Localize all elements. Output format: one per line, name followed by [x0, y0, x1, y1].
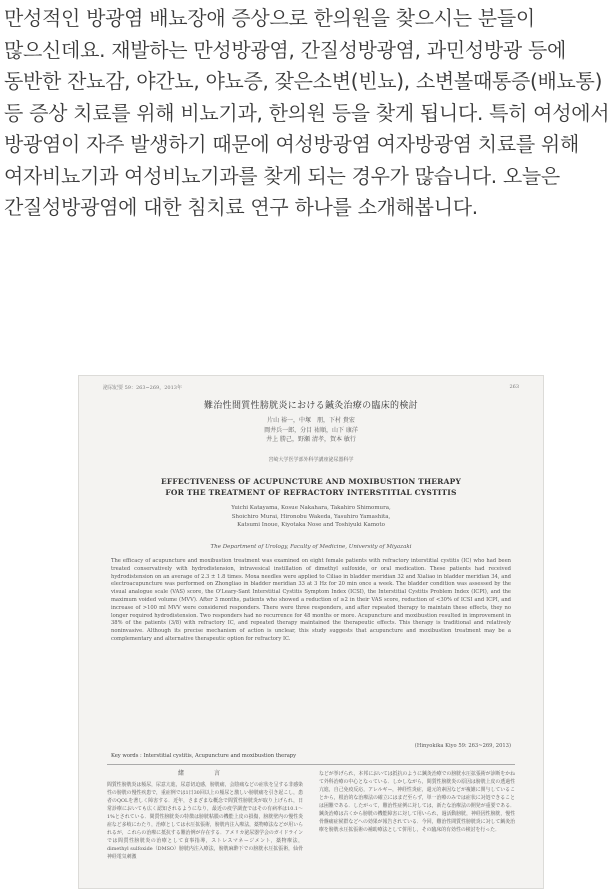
english-authors-line: Shoichiro Murai, Hironobu Wakeda, Yasuhiro Yamashita, [231, 513, 391, 520]
english-authors [79, 504, 543, 530]
japanese-authors [79, 416, 543, 445]
abstract-citation: (Hinyokika Kiyo 59: 263~269, 2013) [414, 743, 511, 749]
left-column-text: 間質性膀胱炎は頻尿，尿意亢進，尿意切迫感，膀胱痛，会陰痛などの症状を呈する非感染性の膀胱の慢性疾患で，重症例では1日30回以上の頻尿と激しい膀胱痛を引き起こし，患者のQOLを著しく障害する．近年，さまざまな概念で間質性膀胱炎が取り上げられ，日常診療においても広く認知されるようになり，最近の疫学調査ではその有病率は10.1～1%とされている．間質性膀胱炎の特徴は膀胱粘膜の機能上皮の損傷，膀胱壁内の慢性炎症など多岐にわたり，治療としては水圧拡張術，膀胱内注入療法，薬物療法などが用いられるが，これらの治療に抵抗する難治例が存在する．アメリカ泌尿器学会のガイドラインでは間質性膀胱炎の治療として食事指導，ストレスマネージメント，薬物療法，dimethyl sulfoxide（DMSO）膀胱内注入療法，膀胱麻酔下での膀胱水圧拡張術，仙骨神経電気刺激 [107, 782, 303, 860]
paper-image [78, 375, 544, 889]
abstract: The efficacy of acupuncture and moxibustion treatment was examined on eight female patients with refractory interstitial cystitis (IC) who had been treated conservatively with hydrodistension, intravesical instillation of dimethyl sulfoxide, or oral medication. These patients had received hydrodistension on an average of 2.3 ± 1.8 times. Moxa needles were applied to Ciliao in bladder meridian 32 and Xialiao in bladder meridian 34, and electroacupuncture was performed on Zhongliao in bladder meridian 33 at 3 Hz for 20 min once a week. The bladder condition was assessed by the visual analogue scale (VAS) score, the O'Leary-Sant Interstitial Cystitis Symptom Index (ICSI), the Interstitial Cystitis Problem Index (ICPI), and the maximum voided volume (MVV). After 3 months, patients who showed a reduction of ≥2 in their VAS score, reduction of <30% of ICSI and ICPI, and increase of >100 ml MVV were considered responders. There were three responders, and after repeated therapy to maintain these effects, they no longer required hydrodistension. Two responders had no recurrence for 48 months or more. Acupuncture and moxibustion resulted in improvement in 38% of the patients (3/8) with refractory IC, and repeated therapy maintained the therapeutic effects. This therapy is traditional and relatively noninvasive. Although its precise mechanism of action is unclear, this study suggests that acupuncture and moxibustion treatment may be a complementary and alternative therapeutic option for refractory IC. [111, 558, 511, 642]
english-title-line: FOR THE TREATMENT OF REFRACTORY INTERSTITIAL CYSTITIS [165, 488, 457, 497]
section-heading: 緒 言 [177, 770, 232, 777]
blog-paragraph: 만성적인 방광염 배뇨장애 증상으로 한의원을 찾으시는 분들이 많으신데요. 재발하는 만성방광염, 간질성방광염, 과민성방광 등에 동반한 잔뇨감, 야간뇨, 야뇨증, 잦은소변(빈뇨), 소변볼때통증(배뇨통) 등 증상 치료를 위해 비뇨기과, 한의원 등을 찾게 됩니다. 특히 여성에서 방광염이 자주 발생하기 때문에 여성방광염 여자방광염 치료를 위해 여자비뇨기과 여성비뇨기과를 찾게 되는 경우가 많습니다. 오늘은 간질성방광염에 대한 침치료 연구 하나를 소개해봅니다. [4, 6, 610, 219]
english-department: The Department of Urology, Faculty of Medicine, University of Miyazaki [210, 544, 412, 550]
english-authors-line: Yuichi Katayama, Kosue Nakahara, Takahiro Shimomura, [231, 505, 391, 511]
english-authors-line: Katsumi Inoue, Kiyotaka Nose and Toshiyuki Kamoto [237, 522, 385, 528]
divider [107, 764, 515, 765]
japanese-authors-line: 井上 勝己，野瀬 清孝，賀本 敏行 [266, 436, 356, 443]
japanese-authors-line: 岡井兵一郎，分目 祐順，山下 康洋 [264, 426, 358, 434]
english-title-line: EFFECTIVENESS OF ACUPUNCTURE AND MOXIBUSTION THERAPY [160, 477, 462, 486]
japanese-title: 難治性間質性膀胱炎における鍼灸治療の臨床的検討 [204, 401, 418, 411]
japanese-affiliation: 宮崎大学医学部外科学講座泌尿器科学 [268, 457, 354, 463]
english-title [79, 476, 543, 498]
journal-reference: 泌尿紀要 59：263~269，2013年 [103, 385, 182, 391]
japanese-authors-line: 片山 裕一，中塚 朋，下村 貴宏 [267, 417, 355, 424]
keywords: Key words : Interstitial cystitis, Acupuncture and moxibustion therapy [111, 753, 297, 759]
page-number: 263 [509, 384, 519, 390]
right-column-text: などが挙げられ，本邦においては抵抗のように鍼灸治療での膀胱水圧拡張術が診断をかねて外科治療の中心となっている．しかしながら，間質性膀胱炎の原因は膀胱上皮の透過性亢進，自己免疫反応，アレルギー，神経性炎症，還元的素因などが複雑に関与していることから，根治的な治療法の確立にはまだ至らず，単一治療のみでは症状に対処できることは困難である．したがって，難治性症例に対しては，新たな治療法の開発が重要である．鍼灸治療は古くから膀胱の機能障害に対して用いられ，過活動膀胱，神経因性膀胱，慢性骨盤痛症候群などへの効果が報告されている．今回，難治性間質性膀胱炎に対して鍼灸治療を膀胱水圧拡張術の補助療法として併用し，その臨床的有効性の検討を行った． [319, 771, 515, 833]
right-column [319, 770, 515, 834]
paper-header [103, 384, 519, 391]
left-column [107, 770, 303, 861]
